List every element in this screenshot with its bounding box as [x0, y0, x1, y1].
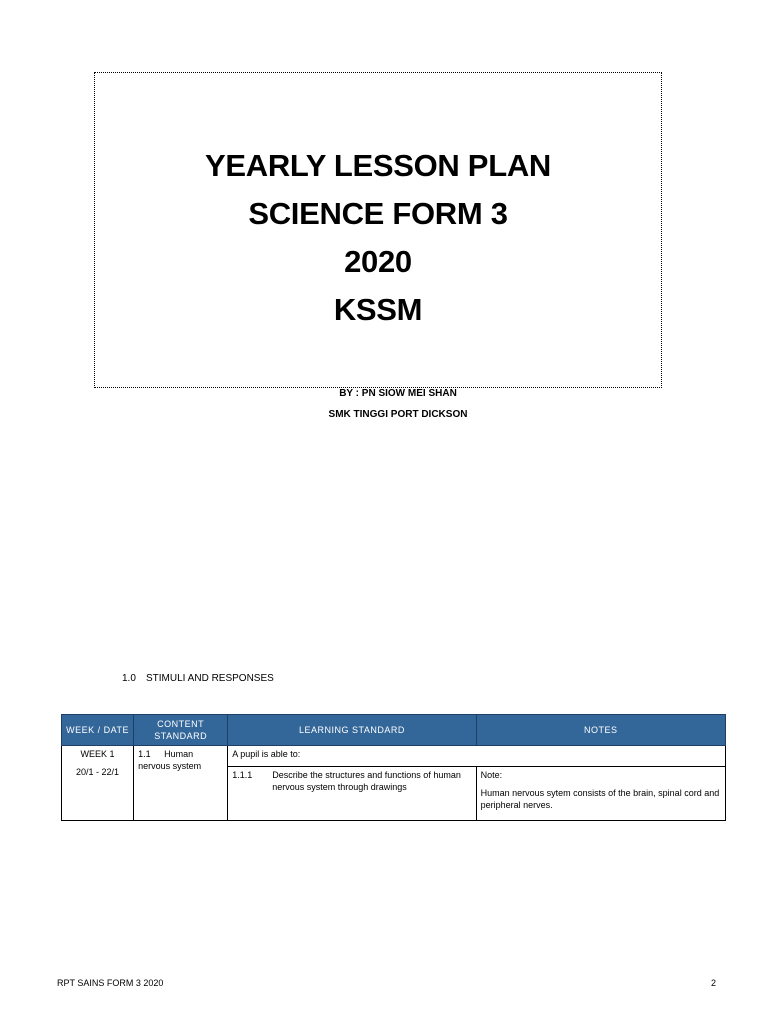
learning-standard-number: 1.1.1	[232, 770, 253, 780]
note-text: Human nervous sytem consists of the brain, spinal cord and peripheral nerves.	[480, 788, 720, 810]
table-header-row	[62, 715, 726, 746]
week-date: 20/1 - 22/1	[76, 767, 120, 777]
title-line-subject: SCIENCE FORM 3	[248, 196, 508, 231]
author-line: BY : PN SIOW MEI SHAN	[339, 388, 457, 399]
title-box	[94, 72, 662, 388]
table-row	[62, 746, 726, 767]
lesson-plan-table	[61, 714, 726, 821]
title-line-yearly-lesson-plan: YEARLY LESSON PLAN	[204, 148, 551, 183]
pupil-intro-text: A pupil is able to:	[232, 749, 301, 759]
learning-standard-cell	[228, 767, 476, 821]
footer-document-name: RPT SAINS FORM 3 2020	[57, 978, 164, 988]
footer-page-number: 2	[711, 978, 717, 988]
content-standard-number: 1.1	[138, 749, 151, 759]
week-cell	[62, 746, 134, 821]
section-number: 1.0	[122, 673, 136, 684]
content-standard-cell	[134, 746, 228, 821]
content-standard-title: Human nervous system	[138, 749, 202, 771]
header-learning-standard: LEARNING STANDARD	[228, 715, 476, 746]
pupil-intro-cell	[228, 746, 726, 767]
notes-cell	[476, 767, 725, 821]
section-heading	[122, 673, 274, 685]
header-content-standard: CONTENT STANDARD	[134, 715, 228, 746]
header-notes: NOTES	[476, 715, 725, 746]
header-week-date: WEEK / DATE	[62, 715, 134, 746]
section-title: STIMULI AND RESPONSES	[146, 673, 274, 684]
learning-standard-text: Describe the structures and functions of human nervous system through drawings	[272, 770, 461, 792]
note-label: Note:	[480, 770, 503, 780]
school-line: SMK TINGGI PORT DICKSON	[328, 409, 468, 420]
title-line-curriculum: KSSM	[333, 292, 423, 327]
week-label: WEEK 1	[80, 749, 115, 759]
title-line-year: 2020	[344, 244, 412, 279]
